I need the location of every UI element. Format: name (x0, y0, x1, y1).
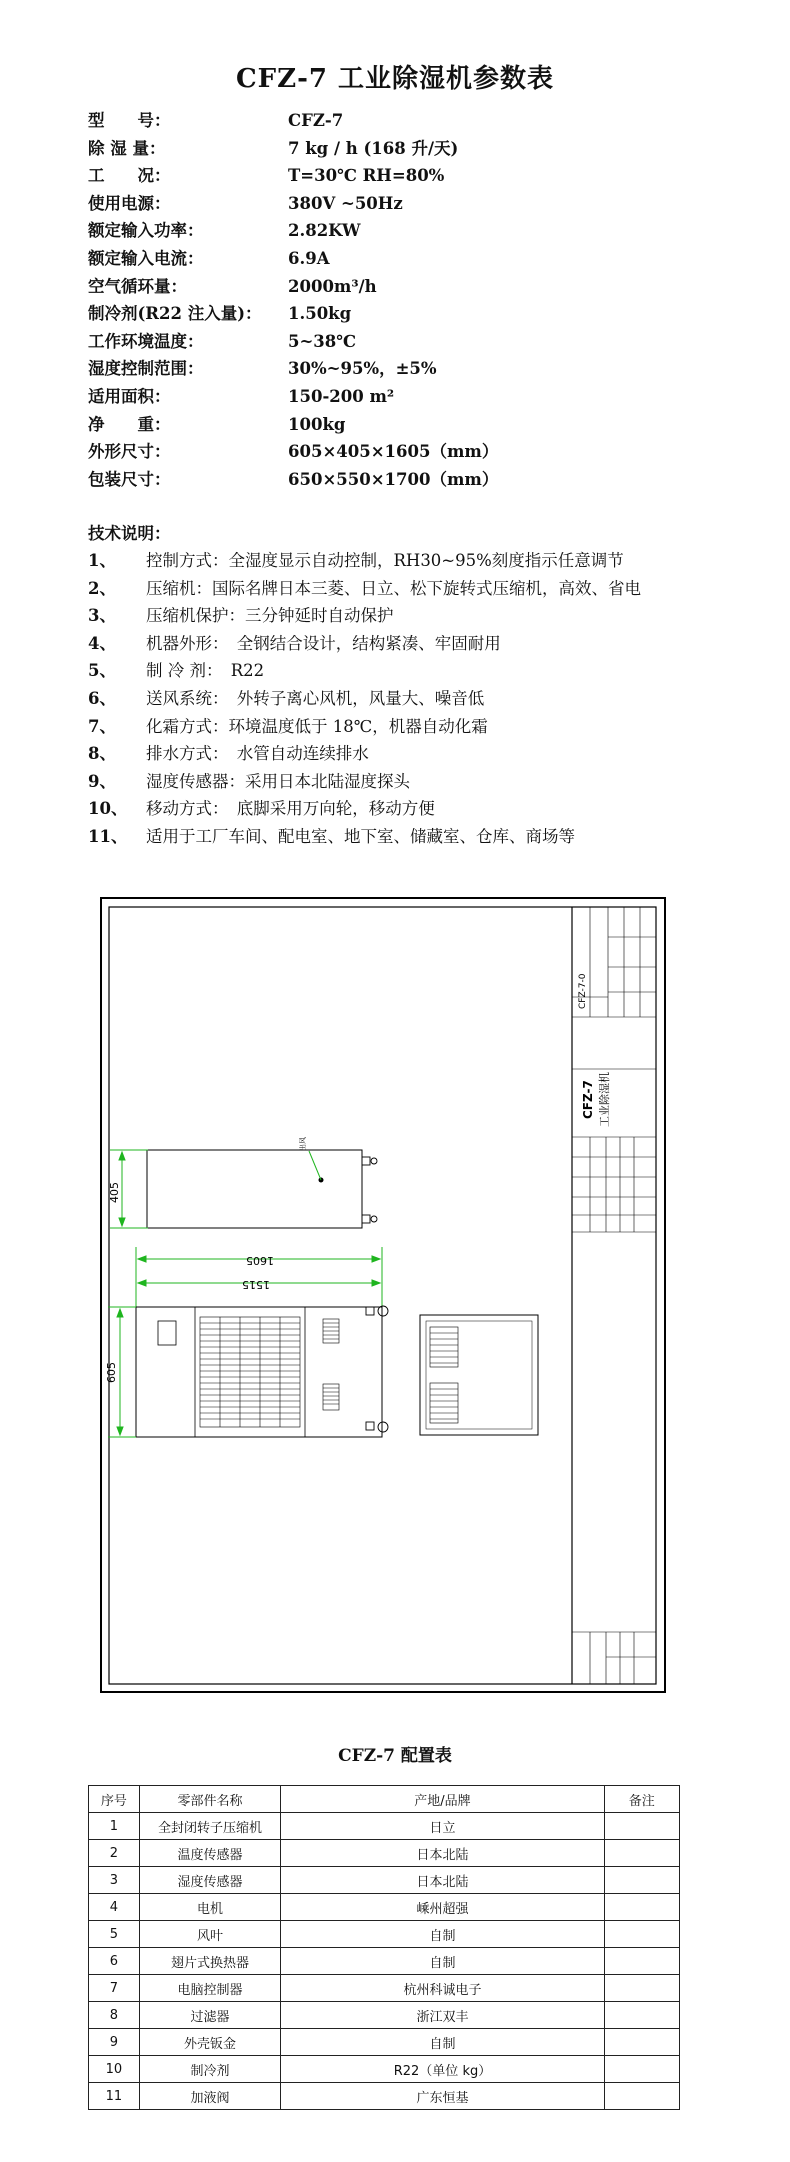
row-part: 加液阀 (139, 2083, 281, 2110)
row-no: 1 (89, 1813, 140, 1840)
title-block-bottom-grid (572, 1632, 656, 1684)
note-number: 7、 (88, 716, 116, 736)
param-value: 6.9A (288, 248, 330, 268)
note-text: 制 冷 剂： R22 (146, 661, 265, 681)
note-item (88, 547, 768, 575)
row-brand: 浙江双丰 (281, 2002, 604, 2029)
param-row (88, 273, 738, 301)
param-value: 2.82KW (288, 221, 361, 241)
front-view-body (136, 1307, 382, 1437)
note-item (88, 823, 768, 851)
param-label: 净 重： (88, 414, 171, 434)
row-no: 10 (89, 2056, 140, 2083)
row-brand: 广东恒基 (281, 2083, 604, 2110)
col-header-brand: 产地/品牌 (281, 1786, 604, 1813)
row-brand: 嵊州超强 (281, 1894, 604, 1921)
note-number: 3、 (88, 606, 116, 626)
row-note (604, 1948, 679, 1975)
outlet-pointer-line (309, 1151, 321, 1180)
param-row (88, 355, 738, 383)
row-no: 6 (89, 1948, 140, 1975)
top-view-connectors (362, 1157, 377, 1223)
row-brand: 自制 (281, 1948, 604, 1975)
note-text: 压缩机：国际名牌日本三菱、日立、松下旋转式压缩机，高效、省电 (146, 578, 641, 598)
row-note (604, 1894, 679, 1921)
param-label: 使用电源： (88, 193, 171, 213)
param-value: 380V ~50Hz (288, 193, 403, 213)
row-part: 温度传感器 (139, 1840, 281, 1867)
note-text: 适用于工厂车间、配电室、地下室、储藏室、仓库、商场等 (146, 826, 575, 846)
row-note (604, 2002, 679, 2029)
col-header-part: 零部件名称 (139, 1786, 281, 1813)
param-value: T=30℃ RH=80% (288, 166, 445, 186)
param-label: 工 况： (88, 166, 171, 186)
drawing-model-code: CFZ-7-0 (578, 973, 588, 1009)
row-brand: 日立 (281, 1813, 604, 1840)
control-panel-display (158, 1321, 176, 1345)
dim-1515-label: 1515 (242, 1278, 270, 1291)
note-item (88, 768, 768, 796)
top-view-body (147, 1150, 362, 1228)
row-brand: 日本北陆 (281, 1867, 604, 1894)
note-number: 2、 (88, 578, 116, 598)
row-no: 5 (89, 1921, 140, 1948)
fan-vents (323, 1319, 339, 1410)
param-value: CFZ-7 (288, 111, 344, 130)
param-label: 外形尺寸： (88, 442, 171, 462)
param-row (88, 383, 738, 411)
row-part: 全封闭转子压缩机 (139, 1813, 281, 1840)
note-item (88, 602, 768, 630)
param-value: 2000m³/h (288, 276, 377, 296)
note-item (88, 685, 768, 713)
title-block-top-grid (572, 907, 656, 1232)
row-no: 4 (89, 1894, 140, 1921)
param-label: 适用面积： (88, 386, 171, 406)
note-number: 11、 (88, 826, 128, 846)
param-value: 150-200 m² (288, 386, 395, 406)
note-text: 送风系统： 外转子离心风机，风量大、噪音低 (146, 688, 485, 708)
parameter-list (88, 107, 738, 493)
config-table-header (89, 1786, 680, 1813)
col-header-note: 备注 (604, 1786, 679, 1813)
note-number: 6、 (88, 688, 116, 708)
param-label: 工作环境温度： (88, 331, 204, 351)
row-part: 外壳钣金 (139, 2029, 281, 2056)
table-row (89, 1975, 680, 2002)
col-header-no: 序号 (89, 1786, 140, 1813)
table-row (89, 1921, 680, 1948)
param-value: 30%~95%，±5% (288, 359, 437, 379)
param-row (88, 135, 738, 163)
note-number: 4、 (88, 633, 116, 653)
note-item (88, 630, 768, 658)
note-item (88, 713, 768, 741)
param-row (88, 190, 738, 218)
row-note (604, 1921, 679, 1948)
front-view-fittings (366, 1306, 388, 1432)
page-title: CFZ-7 工业除湿机参数表 (235, 64, 555, 94)
param-value: 7 kg / h (168 升/天) (288, 138, 459, 158)
param-value: 100kg (288, 414, 346, 434)
row-brand: 自制 (281, 2029, 604, 2056)
row-part: 过滤器 (139, 2002, 281, 2029)
param-label: 制冷剂(R22 注入量)： (88, 304, 262, 324)
param-row (88, 107, 738, 135)
param-row (88, 466, 738, 494)
param-value: 605×405×1605（mm） (288, 442, 499, 462)
row-no: 11 (89, 2083, 140, 2110)
table-row (89, 2056, 680, 2083)
row-no: 8 (89, 2002, 140, 2029)
param-value: 1.50kg (288, 304, 352, 324)
param-label: 额定输入功率： (88, 221, 204, 241)
row-no: 7 (89, 1975, 140, 2002)
dim-605-label: 605 (105, 1362, 118, 1383)
note-number: 5、 (88, 661, 116, 681)
engineering-drawing (100, 897, 666, 1693)
row-part: 制冷剂 (139, 2056, 281, 2083)
table-row (89, 2002, 680, 2029)
note-number: 9、 (88, 771, 116, 791)
note-number: 1、 (88, 551, 116, 570)
config-table (88, 1785, 680, 2110)
table-row (89, 2083, 680, 2110)
row-no: 9 (89, 2029, 140, 2056)
row-note (604, 2056, 679, 2083)
dim-1605-label: 1605 (246, 1254, 274, 1267)
param-value: 650×550×1700（mm） (288, 469, 499, 489)
row-part: 电机 (139, 1894, 281, 1921)
row-part: 翅片式换热器 (139, 1948, 281, 1975)
side-view-vents (430, 1327, 458, 1423)
param-row (88, 328, 738, 356)
note-item (88, 740, 768, 768)
note-number: 8、 (88, 744, 116, 764)
param-label: 额定输入电流： (88, 248, 204, 268)
note-item (88, 795, 768, 823)
row-note (604, 1867, 679, 1894)
dim-405-label: 405 (108, 1182, 121, 1203)
note-text: 压缩机保护：三分钟延时自动保护 (146, 606, 394, 626)
row-part: 风叶 (139, 1921, 281, 1948)
note-item (88, 575, 768, 603)
param-row (88, 217, 738, 245)
param-label: 包装尺寸： (88, 469, 171, 489)
note-text: 湿度传感器：采用日本北陆湿度探头 (146, 771, 410, 791)
param-row (88, 438, 738, 466)
param-label: 湿度控制范围： (88, 359, 204, 379)
front-grille (200, 1317, 300, 1427)
note-text: 化霜方式：环境温度低于 18℃，机器自动化霜 (146, 716, 488, 736)
param-label: 空气循环量： (88, 276, 187, 296)
table-row (89, 1894, 680, 1921)
note-number: 10、 (88, 799, 128, 819)
table-row (89, 1867, 680, 1894)
table-row (89, 1948, 680, 1975)
front-grille-slats (200, 1317, 300, 1427)
row-brand: 自制 (281, 1921, 604, 1948)
note-text: 移动方式： 底脚采用万向轮，移动方便 (146, 799, 435, 819)
row-no: 3 (89, 1867, 140, 1894)
param-row (88, 245, 738, 273)
param-row (88, 411, 738, 439)
table-row (89, 2029, 680, 2056)
drawing-product-name: 工业除湿机 (598, 1072, 611, 1127)
param-value: 5~38℃ (288, 331, 357, 351)
drawing-model-name: CFZ-7 (581, 1080, 595, 1119)
row-no: 2 (89, 1840, 140, 1867)
tech-notes-list (88, 547, 768, 851)
row-note (604, 2083, 679, 2110)
table-row (89, 1840, 680, 1867)
table-row (89, 1813, 680, 1840)
outlet-pointer-label: 出风 (299, 1137, 307, 1151)
row-note (604, 2029, 679, 2056)
row-note (604, 1840, 679, 1867)
note-text: 机器外形： 全钢结合设计，结构紧凑、牢固耐用 (146, 633, 501, 653)
note-item (88, 657, 768, 685)
row-note (604, 1813, 679, 1840)
row-part: 电脑控制器 (139, 1975, 281, 2002)
note-text: 排水方式： 水管自动连续排水 (146, 744, 369, 764)
note-text: 控制方式：全湿度显示自动控制，RH30~95%刻度指示任意调节 (146, 551, 624, 570)
tech-notes-heading: 技术说明： (88, 524, 171, 543)
row-brand: 日本北陆 (281, 1840, 604, 1867)
row-brand: 杭州科诚电子 (281, 1975, 604, 2002)
param-label: 型 号： (88, 111, 171, 130)
param-row (88, 162, 738, 190)
param-row (88, 300, 738, 328)
row-note (604, 1975, 679, 2002)
row-part: 湿度传感器 (139, 1867, 281, 1894)
param-label: 除 湿 量： (88, 138, 166, 158)
row-brand: R22（单位 kg） (281, 2056, 604, 2083)
config-table-title: CFZ-7 配置表 (338, 1746, 452, 1766)
